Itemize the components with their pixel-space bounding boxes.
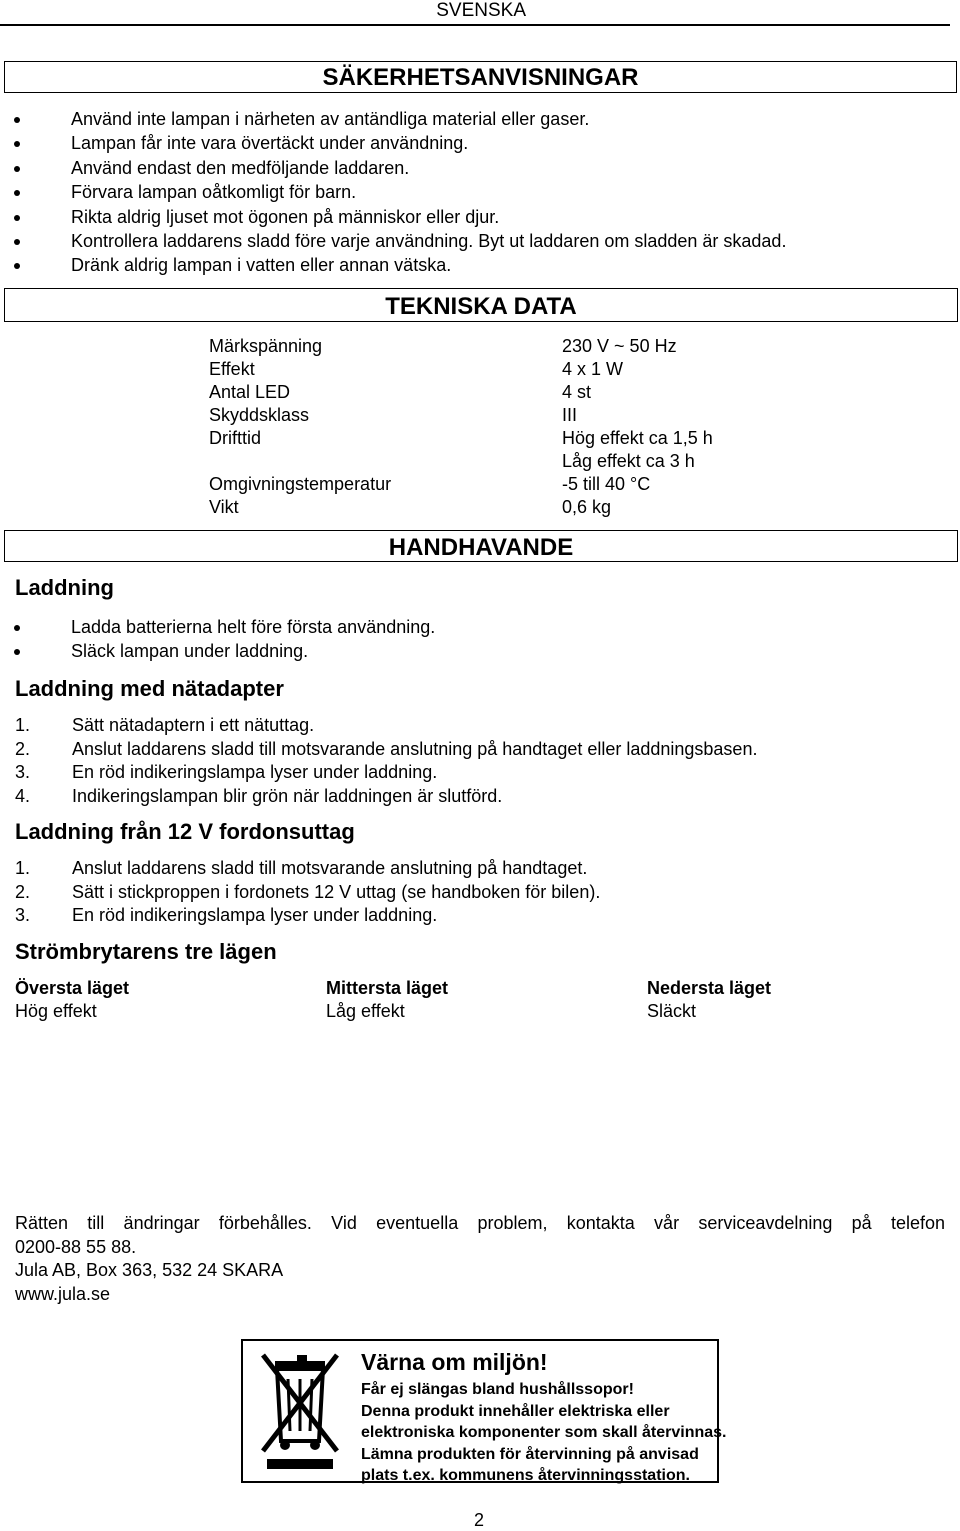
spec-labels bbox=[209, 335, 391, 519]
list-item: 2. Sätt i stickproppen i fordonets 12 V uttag (se handboken för bilen). bbox=[15, 881, 601, 902]
environment-text bbox=[361, 1379, 726, 1487]
list-item: Kontrollera laddarens sladd före varje användning. Byt ut laddaren om sladden är skadad. bbox=[14, 229, 944, 253]
environment-line: Får ej slängas bland hushållssopor! bbox=[361, 1381, 634, 1398]
spec-label: Omgivningstemperatur bbox=[209, 474, 392, 494]
spec-label: Vikt bbox=[209, 497, 239, 517]
spec-label: Antal LED bbox=[209, 382, 291, 402]
list-item: Förvara lampan oåtkomligt för barn. bbox=[14, 180, 944, 204]
handling-title: HANDHAVANDE bbox=[4, 530, 958, 562]
spec-label: Skyddsklass bbox=[209, 405, 310, 425]
environment-line: elektroniska komponenter som skall återvinnas. bbox=[361, 1424, 727, 1441]
spec-value: Låg effekt ca 3 h bbox=[562, 451, 695, 471]
spec-label: Effekt bbox=[209, 359, 255, 379]
list-item: 1. Sätt nätadaptern i ett nätuttag. bbox=[15, 715, 315, 735]
bullet-icon bbox=[14, 215, 20, 221]
environment-notice bbox=[241, 1339, 727, 1484]
bullet-icon bbox=[14, 166, 20, 172]
footer-line: 0200-88 55 88. bbox=[15, 1236, 137, 1257]
switch-position-value: Hög effekt bbox=[15, 1001, 97, 1021]
bullet-icon bbox=[14, 625, 20, 631]
spec-value: Hög effekt ca 1,5 h bbox=[562, 428, 713, 448]
environment-line: Denna produkt innehåller elektriska eller bbox=[361, 1402, 670, 1420]
bullet-icon bbox=[14, 263, 20, 269]
list-item: 3. En röd indikeringslampa lyser under laddning. bbox=[15, 762, 438, 782]
environment-line: plats t.ex. kommunens återvinningsstation. bbox=[361, 1467, 690, 1484]
bullet-icon bbox=[14, 190, 20, 196]
list-item: 3. En röd indikeringslampa lyser under laddning. bbox=[15, 905, 438, 925]
list-item: Använd inte lampan i närheten av antändliga material eller gaser. bbox=[14, 107, 944, 131]
safety-title: SÄKERHETSANVISNINGAR bbox=[4, 61, 957, 93]
charging-list bbox=[14, 615, 944, 664]
spec-value: 4 st bbox=[562, 382, 592, 402]
switch-position-title: Mittersta läget bbox=[326, 978, 449, 998]
environment-line: Lämna produkten för återvinning på anvisad bbox=[361, 1445, 699, 1463]
tech-data-title: TEKNISKA DATA bbox=[4, 288, 958, 322]
vehicle-heading: Laddning från 12 V fordonsuttag bbox=[15, 819, 355, 844]
switch-position-value: Låg effekt bbox=[326, 1001, 405, 1021]
switch-heading: Strömbrytarens tre lägen bbox=[15, 939, 277, 964]
list-item: Lampan får inte vara övertäckt under användning. bbox=[14, 131, 944, 155]
list-item: 4. Indikeringslampan blir grön när laddningen är slutförd. bbox=[15, 785, 503, 806]
bullet-icon bbox=[14, 649, 20, 655]
list-item: Släck lampan under laddning. bbox=[14, 639, 944, 663]
charging-heading: Laddning bbox=[15, 575, 114, 600]
spec-value: -5 till 40 °C bbox=[562, 474, 651, 494]
switch-position-top bbox=[15, 977, 129, 1023]
spec-value: 4 x 1 W bbox=[562, 359, 624, 379]
list-item: 1. Anslut laddarens sladd till motsvarande anslutning på handtaget. bbox=[15, 858, 588, 878]
environment-title: Värna om miljön! bbox=[361, 1349, 548, 1375]
language-header: SVENSKA bbox=[436, 0, 526, 21]
page-number: 2 bbox=[474, 1510, 485, 1530]
spec-value: 0,6 kg bbox=[562, 497, 612, 517]
spec-label: Märkspänning bbox=[209, 336, 323, 356]
switch-position-value: Släckt bbox=[647, 1001, 697, 1021]
footer-line: Jula AB, Box 363, 532 24 SKARA bbox=[15, 1260, 284, 1280]
switch-position-title: Översta läget bbox=[15, 978, 130, 998]
footer-contact bbox=[15, 1212, 945, 1306]
spec-label bbox=[209, 450, 391, 473]
list-item: Ladda batterierna helt före första användning. bbox=[14, 615, 944, 639]
spec-label: Drifttid bbox=[209, 428, 262, 448]
list-item: Använd endast den medföljande laddaren. bbox=[14, 156, 944, 180]
adapter-heading: Laddning med nätadapter bbox=[15, 676, 284, 701]
bullet-icon bbox=[14, 239, 20, 245]
spec-value: III bbox=[562, 405, 578, 425]
switch-position-middle bbox=[326, 977, 448, 1023]
crossed-out-wheelie-bin-icon bbox=[257, 1349, 345, 1473]
adapter-steps bbox=[15, 714, 945, 808]
bullet-icon bbox=[14, 117, 20, 123]
footer-link: www.jula.se bbox=[15, 1283, 111, 1304]
header-divider bbox=[0, 24, 950, 26]
switch-position-bottom bbox=[647, 977, 771, 1023]
switch-position-title: Nedersta läget bbox=[647, 978, 772, 998]
list-item: Rikta aldrig ljuset mot ögonen på människor eller djur. bbox=[14, 205, 944, 229]
list-item: Dränk aldrig lampan i vatten eller annan vätska. bbox=[14, 253, 944, 277]
bullet-icon bbox=[14, 141, 20, 147]
vehicle-steps bbox=[15, 857, 945, 928]
spec-values bbox=[562, 335, 713, 519]
footer-line: Rätten till ändringar förbehålles. Vid eventuella problem, kontakta vår serviceavdelning på telefon bbox=[15, 1213, 945, 1233]
spec-value: 230 V ~ 50 Hz bbox=[562, 336, 677, 356]
safety-list bbox=[14, 107, 944, 278]
list-item: 2. Anslut laddarens sladd till motsvarande anslutning på handtaget eller laddningsbasen. bbox=[15, 738, 758, 759]
